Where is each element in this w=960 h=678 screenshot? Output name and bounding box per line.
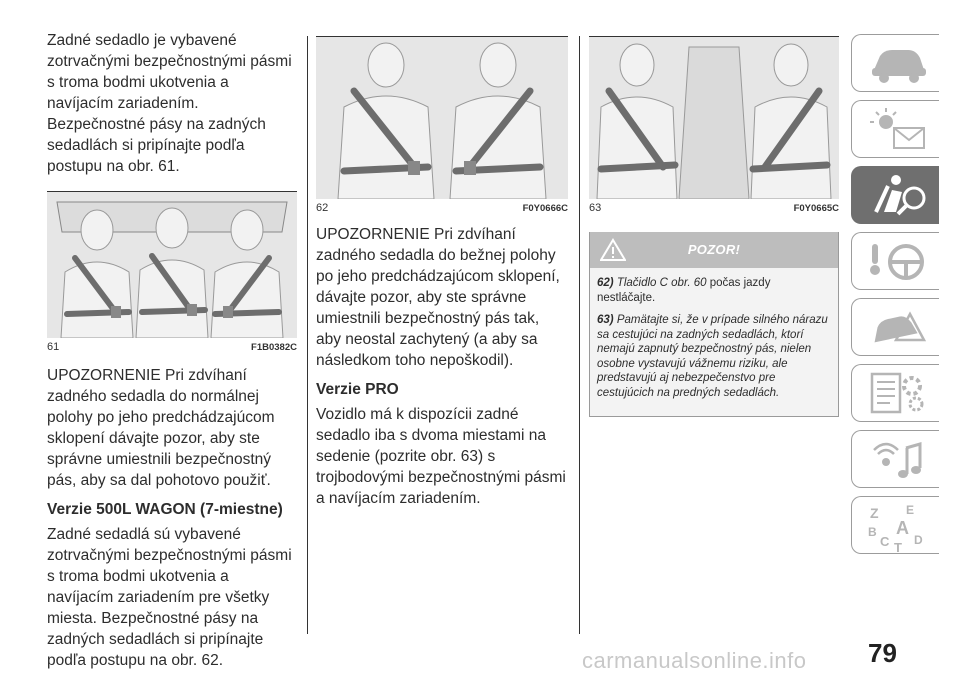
warning-item — [597, 276, 831, 305]
warning-header — [590, 232, 838, 268]
figure-63-caption — [589, 199, 839, 214]
steering-wheel-icon — [866, 238, 930, 284]
warning-body — [590, 268, 838, 416]
warning-note: UPOZORNENIE Pri zdvíhaní zadného sedadla do bežnej polohy po jeho predchádzajúcom sklopení, dávajte pozor, aby ste správne umiestnili bezpečnostný pás tak, aby neostal zachytený (a aby sa následkom toho nepoškodil). — [316, 226, 560, 369]
figure-code: F1B0382C — [251, 342, 297, 353]
warning-item-text: počas jazdy nestláčajte. — [597, 277, 771, 304]
index-letter: B — [868, 525, 877, 539]
tab-index[interactable] — [851, 496, 939, 554]
pro-rear-seat-illustration — [589, 37, 839, 199]
page-number: 79 — [868, 638, 897, 668]
figure-61 — [47, 191, 297, 353]
chapter-sidebar — [851, 34, 941, 562]
car-icon — [866, 40, 930, 86]
tab-safety[interactable] — [851, 166, 939, 224]
index-letter: Z — [870, 505, 879, 521]
column-1 — [47, 0, 297, 671]
tab-starting-driving[interactable] — [851, 232, 939, 290]
figure-63 — [589, 36, 839, 214]
warning-item-lead: Tlačidlo C obr. 60 — [616, 277, 707, 289]
section-heading-wagon: Verzie 500L WAGON (7-miestne) — [47, 501, 283, 518]
warning-note: UPOZORNENIE Pri zdvíhaní zadného sedadla do normálnej polohy po jeho predchádzajúcom sklopení dávajte pozor, aby ste správne umiestnili bezpečnostný pás, aby sa dal pohotovo použiť. — [47, 367, 275, 489]
column-2 — [316, 0, 568, 509]
warning-item-text: Pamätajte si, že v prípade silného nárazu sa cestujúci na zadných sedadlách, ktorí nemajú zapnutý bezpečnostný pás, nielen osobne vystavujú vážnemu riziku, ale predstavujú aj nebezpečenstvo pre cestujúcich na predných sedadlách. — [597, 314, 828, 399]
column-divider — [579, 36, 580, 634]
index-icon — [866, 502, 930, 552]
figure-number: 63 — [589, 202, 602, 214]
airbag-seat-icon — [866, 172, 930, 218]
section-heading-pro: Verzie PRO — [316, 381, 399, 398]
breakdown-icon — [866, 304, 930, 350]
maintenance-icon — [866, 370, 930, 416]
figure-code: F0Y0665C — [793, 203, 839, 214]
wagon-paragraph: Zadné sedadlá sú vybavené zotrvačnými bezpečnostnými pásmi s troma bodmi ukotvenia a navíjacím zariadením pre všetky miesta. Bezpečnostné pásy na zadných sedadlách si pripínajte podľa postupu na obr. 62. — [47, 526, 292, 669]
figure-number: 62 — [316, 202, 329, 214]
figure-62 — [316, 36, 568, 214]
figure-number: 61 — [47, 341, 60, 353]
intro-paragraph: Zadné sedadlo je vybavené zotrvačnými bezpečnostnými pásmi s troma bodmi ukotvenia a navíjacím zariadením. Bezpečnostné pásy na zadných sedadlách si pripínajte podľa postupu na obr. 61. — [47, 32, 292, 175]
tab-emergency[interactable] — [851, 298, 939, 356]
index-letter: T — [894, 540, 902, 552]
tab-car[interactable] — [851, 34, 939, 92]
index-letter: E — [906, 503, 915, 517]
rear-seat-2-belts-illustration — [316, 37, 568, 199]
multimedia-icon — [866, 436, 930, 482]
watermark: carmanualsonline.info — [582, 648, 807, 673]
index-letter: A — [896, 518, 909, 538]
warning-item-number: 62) — [597, 277, 614, 289]
figure-61-caption — [47, 338, 297, 353]
column-divider — [307, 36, 308, 634]
dashboard-lights-icon — [866, 106, 930, 152]
pro-paragraph: Vozidlo má k dispozícii zadné sedadlo iba s dvoma miestami na sedenie (pozrite obr. 63) s trojbodovými bezpečnostnými pásmi a navíjacím zariadením. — [316, 406, 566, 507]
rear-seat-3-belts-illustration — [47, 192, 297, 338]
index-letter: C — [880, 534, 890, 549]
warning-item — [597, 313, 831, 400]
figure-62-caption — [316, 199, 568, 214]
column-3 — [589, 0, 839, 417]
tab-dashboard-lights[interactable] — [851, 100, 939, 158]
warning-item-number: 63) — [597, 314, 614, 326]
warning-title: POZOR! — [687, 242, 741, 257]
tab-multimedia[interactable] — [851, 430, 939, 488]
index-letter: D — [914, 533, 923, 547]
figure-code: F0Y0666C — [522, 203, 568, 214]
tab-maintenance[interactable] — [851, 364, 939, 422]
warning-box — [589, 232, 839, 417]
